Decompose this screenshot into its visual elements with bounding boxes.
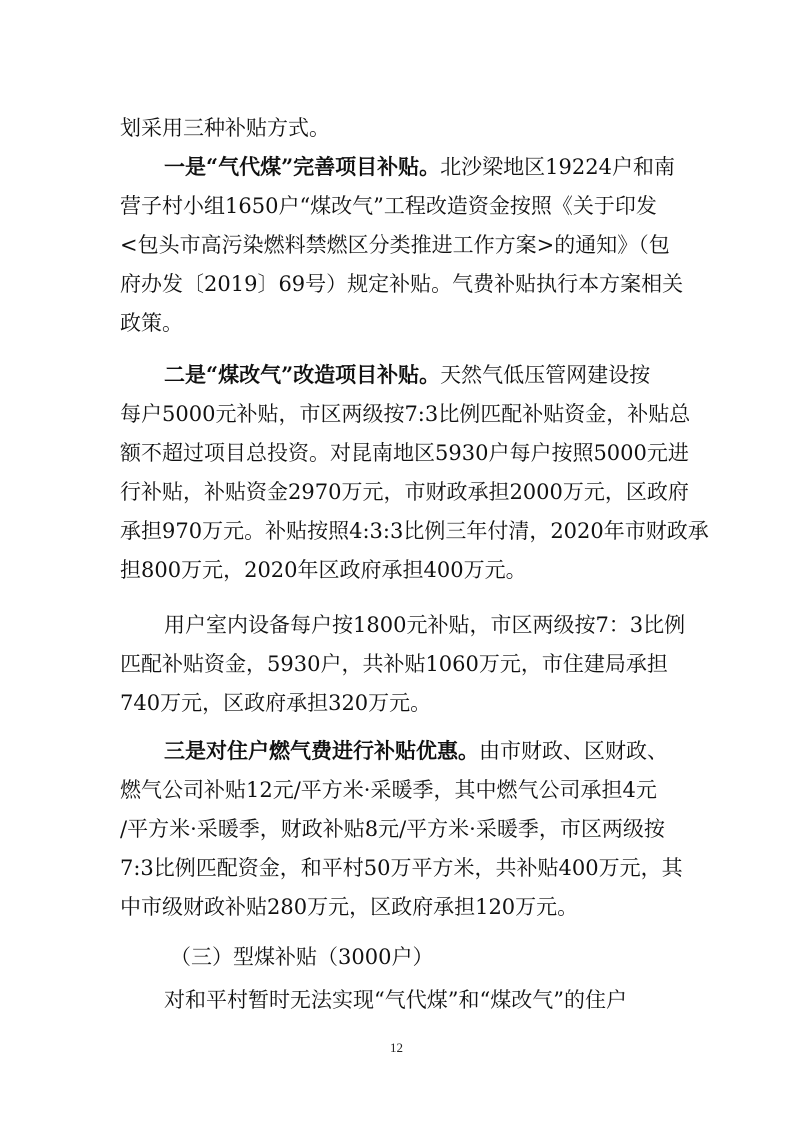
text-line — [120, 303, 183, 343]
line-text: 北沙梁地区19224户和南 — [440, 155, 675, 179]
text-line — [120, 887, 578, 927]
text-line — [120, 848, 683, 888]
text-line — [120, 550, 527, 590]
line-text: 承担970万元。补贴按照4:3:3比例三年付清，2020年市财政承 — [120, 519, 709, 543]
text-line — [120, 186, 657, 226]
subsection-heading — [170, 937, 433, 977]
text-line — [120, 644, 668, 684]
line-text: 府办发〔2019〕69号）规定补贴。气费补贴执行本方案相关 — [120, 272, 684, 296]
text-line — [120, 472, 689, 512]
line-text: 7:3比例匹配资金，和平村50万平方米，共补贴400万元，其 — [120, 856, 683, 880]
line-text: 天然气低压管网建设按 — [440, 363, 651, 387]
text-line — [120, 683, 431, 723]
line-text: 由市财政、区财政、 — [479, 739, 668, 763]
line-text: 担800万元，2020年区政府承担400万元。 — [120, 558, 527, 582]
text-line — [164, 731, 668, 771]
section-heading-2: 二是“煤改气”改造项目补贴。 — [164, 362, 441, 387]
line-text: （三）型煤补贴（3000户） — [170, 945, 434, 969]
text-line — [120, 394, 690, 434]
page-number: 12 — [390, 1040, 403, 1055]
text-line — [120, 433, 689, 473]
line-text: 对和平村暂时无法实现“气代煤”和“煤改气”的住户 — [164, 988, 627, 1012]
text-line — [164, 147, 675, 187]
line-text: 营子村小组1650户“煤改气”工程改造资金按照《关于印发 — [120, 194, 657, 218]
line-text: 每户5000元补贴，市区两级按7:3比例匹配补贴资金，补贴总 — [120, 402, 691, 426]
line-text: 用户室内设备每户按1800元补贴，市区两级按7：3比例 — [164, 613, 686, 637]
text-line — [164, 605, 685, 645]
line-text: 740万元，区政府承担320万元。 — [120, 691, 432, 715]
section-heading-1: 一是“气代煤”完善项目补贴。 — [164, 154, 441, 179]
line-text: <包头市高污染燃料禁燃区分类推进工作方案>的通知》（包 — [120, 233, 670, 257]
line-text: 燃气公司补贴12元/平方米·采暖季，其中燃气公司承担4元 — [120, 778, 657, 802]
line-text: 中市级财政补贴280万元，区政府承担120万元。 — [120, 895, 579, 919]
text-line — [120, 809, 665, 849]
text-line — [120, 225, 670, 265]
text-line — [164, 355, 650, 395]
line-text: 行补贴，补贴资金2970万元，市财政承担2000万元，区政府 — [120, 480, 689, 504]
line-text: 匹配补贴资金，5930户，共补贴1060万元，市住建局承担 — [120, 652, 668, 676]
text-line — [120, 264, 683, 304]
text-line — [120, 108, 330, 148]
line-text: 划采用三种补贴方式。 — [120, 116, 330, 140]
line-text: 额不超过项目总投资。对昆南地区5930户每户按照5000元进 — [120, 441, 689, 465]
text-line — [164, 980, 627, 1020]
text-line — [120, 770, 657, 810]
line-text: 政策。 — [120, 311, 183, 335]
section-heading-3: 三是对住户燃气费进行补贴优惠。 — [164, 738, 479, 763]
text-line — [120, 511, 709, 551]
line-text: /平方米·采暖季，财政补贴8元/平方米·采暖季，市区两级按 — [120, 817, 665, 841]
